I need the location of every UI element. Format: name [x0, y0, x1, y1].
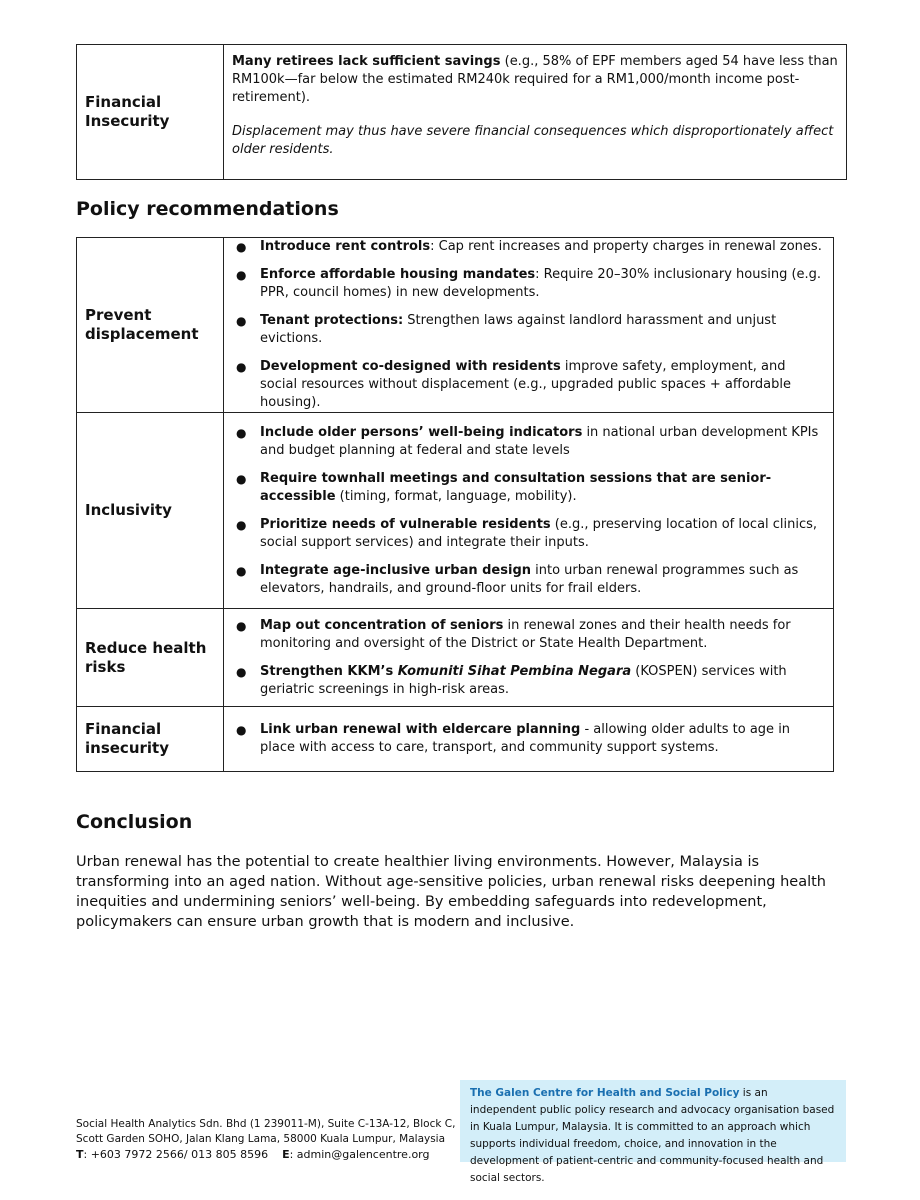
email-address: : admin@galencentre.org	[289, 1148, 430, 1161]
bullet-icon: ●	[236, 240, 247, 254]
policy-bullet-list	[232, 238, 825, 412]
bullet-icon: ●	[236, 664, 247, 679]
conclusion-text: Urban renewal has the potential to create healthier living environments. However, Malaysia is transforming into an aged nation. Without age-sensitive policies, urban renewal risks deepening health inequities and undermining seniors’ well-being. By embedding safeguards into redevelopment, policymakers can ensure urban growth that is modern and inclusive.	[76, 854, 826, 930]
policy-bullet-text: Strengthen laws against landlord harassment and unjust evictions.	[260, 313, 777, 346]
policy-bullet-strong: Include older persons’ well-being indicators	[260, 424, 583, 440]
financial-insecurity-label: Financial Insecurity	[77, 45, 224, 180]
bullet-icon: ●	[236, 471, 247, 486]
policy-row-content	[224, 413, 834, 609]
policy-bullet-strong: Prioritize needs of vulnerable residents	[260, 516, 551, 532]
financial-insecurity-detail: (e.g., 58% of EPF members aged 54 have less than RM100k—far below the estimated RM240k required for a RM1,000/month income post-retirement).	[232, 54, 838, 105]
policy-row-content	[224, 238, 834, 413]
financial-insecurity-note: Displacement may thus have severe financial consequences which disproportionately affect older residents.	[232, 124, 834, 157]
policy-bullet-strong: Enforce affordable housing mandates	[260, 267, 536, 282]
about-galen-box	[460, 1080, 846, 1184]
policy-bullet-strong: Introduce rent controls	[260, 239, 431, 254]
bullet-icon: ●	[236, 268, 247, 282]
policy-bullet-strong: Development co-designed with residents	[260, 359, 561, 374]
policy-bullet-item	[232, 266, 825, 302]
policy-row-label: Inclusivity	[77, 413, 224, 609]
bullet-icon: ●	[236, 723, 247, 737]
policy-bullet-text: into urban renewal programmes such as elevators, handrails, and ground-floor units for frail elders.	[260, 562, 799, 596]
policy-bullet-item	[232, 516, 825, 552]
policy-row-content	[224, 609, 834, 707]
policy-bullet-item	[232, 470, 825, 506]
bullet-icon: ●	[236, 563, 247, 578]
contact-line	[76, 1147, 446, 1162]
policy-bullet-strong: Tenant protections:	[260, 313, 404, 328]
bullet-icon: ●	[236, 618, 247, 633]
policy-bullet-text: : Require 20–30% inclusionary housing (e.g. PPR, council homes) in new developments.	[260, 267, 822, 300]
policy-bullet-item	[232, 617, 825, 653]
policy-heading: Policy recommendations	[76, 198, 339, 220]
financial-insecurity-text	[232, 53, 838, 107]
policy-bullet-strong: Integrate age-inclusive urban design	[260, 562, 532, 578]
policy-bullet-text: improve safety, employment, and social resources without displacement (e.g., upgraded public spaces + affordable housing).	[260, 359, 792, 410]
email-label: E	[282, 1148, 290, 1161]
bullet-icon: ●	[236, 360, 247, 374]
policy-bullet-strong-italic: Komuniti Sihat Pembina Negara	[397, 663, 632, 679]
policy-row-label: Prevent displacement	[77, 238, 224, 413]
footer-address	[76, 1117, 456, 1162]
policy-bullet-item	[232, 663, 825, 699]
bullet-icon: ●	[236, 314, 247, 328]
policy-bullet-list	[232, 721, 825, 757]
phone-label: T	[76, 1148, 84, 1161]
policy-bullet-item	[232, 721, 825, 757]
policy-bullet-text: - allowing older adults to age in place with access to care, transport, and community support systems.	[260, 722, 791, 755]
policy-bullet-list	[232, 424, 825, 598]
galen-org-description: is an independent public policy research and advocacy organisation based in Kuala Lumpur, Malaysia. It is committed to an approach which supports individual freedom, choice, and innovation in the development of patient-centric and community-focused health and social sectors.	[470, 1087, 835, 1184]
policy-bullet-text: (timing, format, language, mobility).	[335, 488, 577, 504]
policy-row	[77, 707, 834, 772]
policy-row	[77, 413, 834, 609]
policy-bullet-item	[232, 312, 825, 348]
policy-row-content	[224, 707, 834, 772]
address-line-1: Social Health Analytics Sdn. Bhd (1 239011-M), Suite C-13A-12, Block C,	[76, 1118, 456, 1130]
conclusion-heading: Conclusion	[76, 811, 193, 833]
financial-insecurity-content	[224, 45, 847, 180]
policy-bullet-text: in renewal zones and their health needs for monitoring and oversight of the District or State Health Department.	[260, 617, 791, 651]
bullet-icon: ●	[236, 517, 247, 532]
policy-bullet-text: in national urban development KPIs and budget planning at federal and state levels	[260, 424, 819, 458]
financial-insecurity-strong: Many retirees lack sufficient savings	[232, 54, 501, 69]
policy-bullet-strong: Link urban renewal with eldercare planning	[260, 722, 581, 737]
policy-bullet-strong: Map out concentration of seniors	[260, 617, 504, 633]
policy-bullet-item	[232, 238, 825, 256]
address-line-2: Scott Garden SOHO, Jalan Klang Lama, 58000 Kuala Lumpur, Malaysia	[76, 1133, 446, 1145]
policy-bullet-text: (KOSPEN) services with geriatric screenings in high-risk areas.	[260, 663, 787, 697]
policy-table	[76, 237, 834, 772]
policy-bullet-list	[232, 617, 825, 699]
policy-bullet-item	[232, 424, 825, 460]
policy-bullet-text: : Cap rent increases and property charges in renewal zones.	[430, 239, 822, 254]
policy-bullet-item	[232, 562, 825, 598]
policy-bullet-strong: Strengthen KKM’s	[260, 663, 398, 679]
phone-number: : +603 7972 2566/ 013 805 8596	[83, 1148, 269, 1161]
policy-row-label: Reduce health risks	[77, 609, 224, 707]
policy-bullet-item	[232, 358, 825, 412]
policy-bullet-text: (e.g., preserving location of local clinics, social support services) and integrate their inputs.	[260, 516, 818, 550]
galen-org-name: The Galen Centre for Health and Social Policy	[470, 1087, 740, 1099]
policy-bullet-strong: Require townhall meetings and consultation sessions that are senior-accessible	[260, 470, 772, 504]
policy-row	[77, 238, 834, 413]
policy-row-label: Financial insecurity	[77, 707, 224, 772]
bullet-icon: ●	[236, 425, 247, 440]
policy-row	[77, 609, 834, 707]
financial-insecurity-table	[76, 44, 847, 180]
